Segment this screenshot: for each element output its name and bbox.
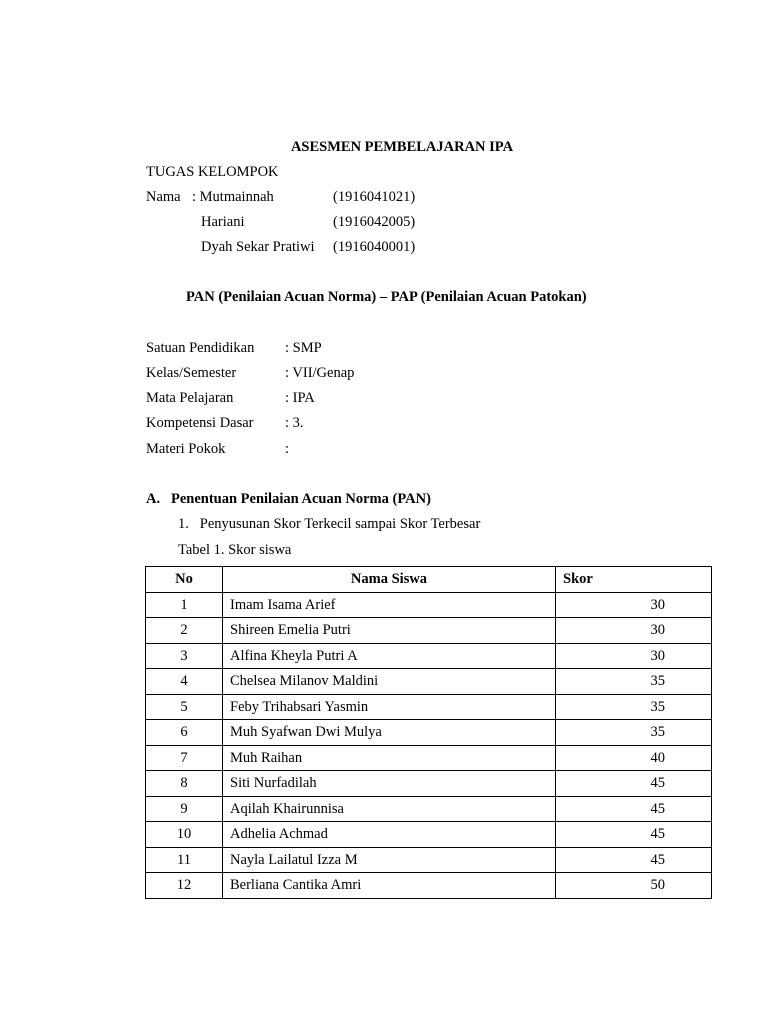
- table-row: [146, 745, 712, 771]
- cell-name: Berliana Cantika Amri: [223, 873, 556, 899]
- doc-subtitle: TUGAS KELOMPOK: [146, 164, 279, 180]
- cell-name: Muh Syafwan Dwi Mulya: [223, 720, 556, 746]
- table-row: [146, 618, 712, 644]
- info-label: Kelas/Semester: [146, 365, 237, 381]
- cell-skor: 45: [556, 771, 712, 797]
- member-name: : Mutmainnah: [192, 189, 274, 205]
- cell-no: 5: [146, 694, 223, 720]
- header-no: No: [146, 567, 223, 593]
- cell-name: Adhelia Achmad: [223, 822, 556, 848]
- cell-name: Nayla Lailatul Izza M: [223, 847, 556, 873]
- member-nim: (1916041021): [333, 189, 416, 205]
- cell-no: 1: [146, 592, 223, 618]
- cell-skor: 45: [556, 847, 712, 873]
- header-skor: Skor: [556, 567, 712, 593]
- table-row: [146, 592, 712, 618]
- table-row: [146, 669, 712, 695]
- info-value: : 3.: [285, 415, 304, 431]
- table-row: [146, 694, 712, 720]
- cell-no: 11: [146, 847, 223, 873]
- cell-name: Muh Raihan: [223, 745, 556, 771]
- cell-no: 8: [146, 771, 223, 797]
- cell-skor: 35: [556, 669, 712, 695]
- cell-skor: 35: [556, 720, 712, 746]
- table-caption: Tabel 1. Skor siswa: [178, 542, 292, 558]
- cell-name: Siti Nurfadilah: [223, 771, 556, 797]
- cell-no: 7: [146, 745, 223, 771]
- table-row: [146, 822, 712, 848]
- cell-no: 9: [146, 796, 223, 822]
- doc-title: ASESMEN PEMBELAJARAN IPA: [290, 139, 514, 155]
- cell-name: Chelsea Milanov Maldini: [223, 669, 556, 695]
- member-nim: (1916042005): [333, 214, 416, 230]
- cell-name: Imam Isama Arief: [223, 592, 556, 618]
- cell-name: Alfina Kheyla Putri A: [223, 643, 556, 669]
- cell-skor: 35: [556, 694, 712, 720]
- member-name: Dyah Sekar Pratiwi: [201, 239, 315, 255]
- table-row: [146, 643, 712, 669]
- cell-no: 12: [146, 873, 223, 899]
- cell-no: 4: [146, 669, 223, 695]
- cell-skor: 40: [556, 745, 712, 771]
- table-header-row: [146, 567, 712, 593]
- cell-skor: 50: [556, 873, 712, 899]
- info-label: Kompetensi Dasar: [146, 415, 254, 431]
- cell-skor: 30: [556, 592, 712, 618]
- member-nim: (1916040001): [333, 239, 416, 255]
- cell-no: 3: [146, 643, 223, 669]
- table-row: [146, 771, 712, 797]
- table-row: [146, 873, 712, 899]
- info-label: Mata Pelajaran: [146, 390, 234, 406]
- info-label: Satuan Pendidikan: [146, 340, 255, 356]
- info-label: Materi Pokok: [146, 441, 226, 457]
- info-value: : VII/Genap: [285, 365, 355, 381]
- cell-no: 6: [146, 720, 223, 746]
- nama-label: Nama: [146, 189, 181, 205]
- cell-skor: 45: [556, 822, 712, 848]
- cell-name: Shireen Emelia Putri: [223, 618, 556, 644]
- member-name: Hariani: [201, 214, 245, 230]
- info-value: : IPA: [285, 390, 315, 406]
- cell-name: Feby Trihabsari Yasmin: [223, 694, 556, 720]
- info-value: : SMP: [285, 340, 322, 356]
- header-nama-siswa: Nama Siswa: [223, 567, 556, 593]
- info-value: :: [285, 441, 290, 457]
- section-a-heading: A. Penentuan Penilaian Acuan Norma (PAN): [146, 491, 431, 507]
- cell-skor: 30: [556, 643, 712, 669]
- cell-no: 2: [146, 618, 223, 644]
- cell-skor: 45: [556, 796, 712, 822]
- score-table: [145, 566, 712, 899]
- table-row: [146, 796, 712, 822]
- cell-name: Aqilah Khairunnisa: [223, 796, 556, 822]
- cell-skor: 30: [556, 618, 712, 644]
- table-row: [146, 847, 712, 873]
- table-row: [146, 720, 712, 746]
- pan-pap-title: PAN (Penilaian Acuan Norma) – PAP (Penilaian Acuan Patokan): [186, 289, 587, 305]
- subsection-1-heading: 1. Penyusunan Skor Terkecil sampai Skor Terbesar: [178, 516, 481, 532]
- cell-no: 10: [146, 822, 223, 848]
